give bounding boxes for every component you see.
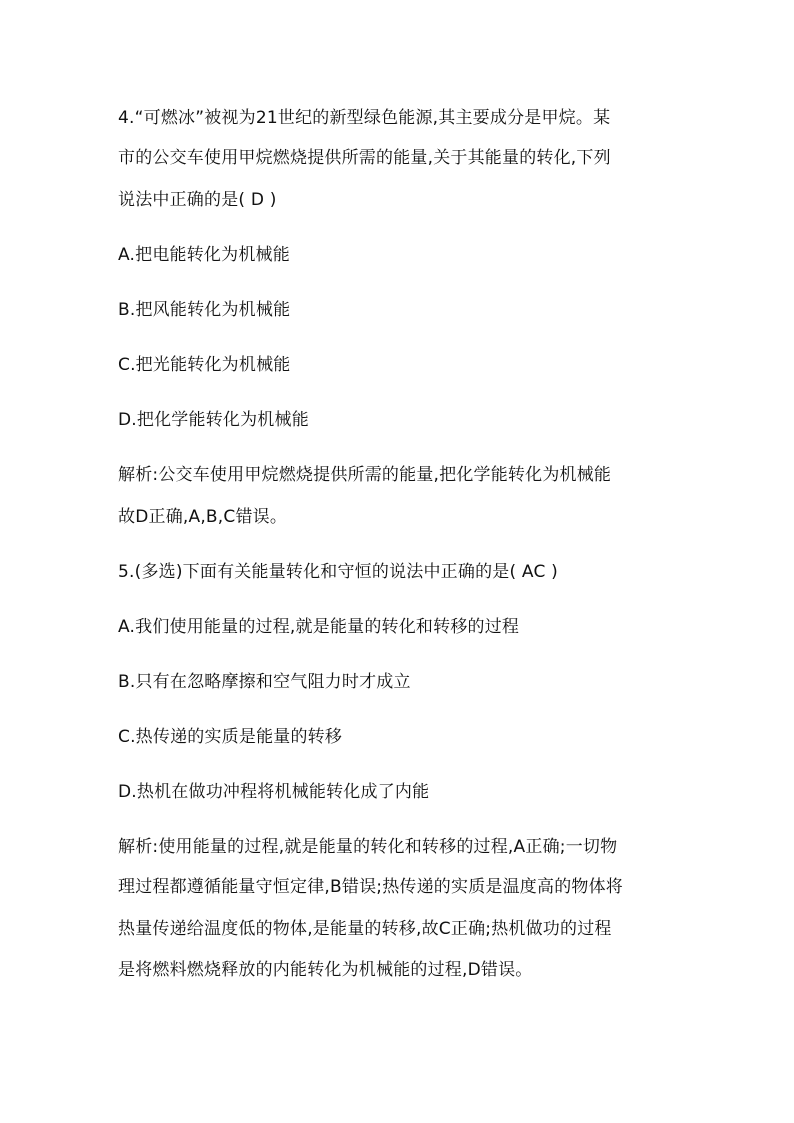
q4-option-d: D.把化学能转化为机械能 bbox=[118, 410, 309, 430]
q4-stem-line-1: 4.“可燃冰”被视为21世纪的新型绿色能源,其主要成分是甲烷。某 bbox=[118, 108, 611, 128]
q4-analysis-line-2: 故D正确,A,B,C错误。 bbox=[118, 507, 288, 527]
q5-analysis-line-4: 是将燃料燃烧释放的内能转化为机械能的过程,D错误。 bbox=[118, 960, 533, 980]
q4-option-b: B.把风能转化为机械能 bbox=[118, 300, 291, 320]
q5-option-b: B.只有在忽略摩擦和空气阻力时才成立 bbox=[118, 672, 411, 692]
q4-option-a: A.把电能转化为机械能 bbox=[118, 245, 290, 265]
q5-stem-line-1: 5.(多选)下面有关能量转化和守恒的说法中正确的是( AC ) bbox=[118, 562, 558, 582]
q5-option-c: C.热传递的实质是能量的转移 bbox=[118, 727, 343, 747]
q5-option-a: A.我们使用能量的过程,就是能量的转化和转移的过程 bbox=[118, 617, 520, 637]
q5-analysis-line-1: 解析:使用能量的过程,就是能量的转化和转移的过程,A正确;一切物 bbox=[118, 837, 618, 857]
q4-stem-line-2: 市的公交车使用甲烷燃烧提供所需的能量,关于其能量的转化,下列 bbox=[118, 148, 611, 168]
q4-option-c: C.把光能转化为机械能 bbox=[118, 355, 291, 375]
q4-stem-line-3: 说法中正确的是( D ) bbox=[118, 190, 277, 210]
q5-analysis-line-2: 理过程都遵循能量守恒定律,B错误;热传递的实质是温度高的物体将 bbox=[118, 877, 623, 897]
q5-option-d: D.热机在做功冲程将机械能转化成了内能 bbox=[118, 782, 430, 802]
q5-analysis-line-3: 热量传递给温度低的物体,是能量的转移,故C正确;热机做功的过程 bbox=[118, 919, 612, 939]
q4-analysis-line-1: 解析:公交车使用甲烷燃烧提供所需的能量,把化学能转化为机械能 bbox=[118, 465, 612, 485]
